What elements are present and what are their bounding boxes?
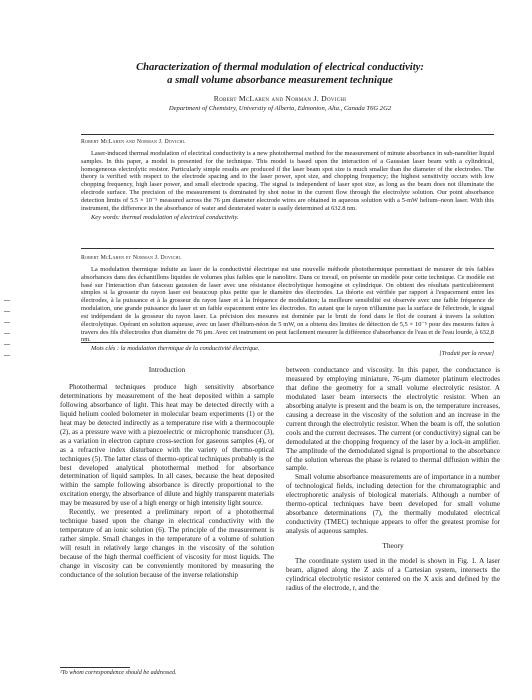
authors: Robert McLaren and Norman J. Dovichi [213, 94, 347, 103]
abstract-english [81, 139, 494, 221]
intro-paragraph-2: Recently, we presented a preliminary report of a photothermal technique based upon the change in electrical conductivity with the temperature of an ionic solution (6). The principle of the measurement is rather simple. Small changes in the temperature of a volume of solution will result in relatively large changes in the viscosity of the solution because of the high thermal coefficient of viscosity for most liquids. The change in viscosity can be conveniently monitored by measuring the conductance of the solution because of the inverse relationship [60, 508, 274, 579]
intro-paragraph-4: Small volume absorbance measurements are of importance in a number of technological fields, including detection for the chromatographic and electrophoretic analysis of biological materials. Although a number of thermo-optical techniques have been developed for small volume absorbance determinations (7), the thermally modulated electrical conductivity (TMEC) technique appears to offer the greatest promise for analysis of aqueous samples. [286, 473, 500, 536]
column-left [60, 366, 274, 580]
abstract-fr-keywords: Mots clés : la modulation thermique de la conductivité électrique. [91, 345, 260, 353]
column-right [286, 366, 500, 593]
footnote-rule [60, 667, 130, 668]
section-heading-introduction: Introduction [148, 365, 186, 374]
intro-paragraph-3: between conductance and viscosity. In this paper, the conductance is measured by employing miniature, 76-µm diameter platinum electrodes that define the geometry for a small volume electrolytic resistor. A modulated laser beam intersects the electrolytic resistor. When an absorbing analyte is present and the beam is on, the temperature increases, causing a decrease in the viscosity of the solution and an increase in the current through the electrolytic resistor. When the beam is off, the solution cools and the current decreases. The current (or conductivity) signal can be demodulated at the chopping frequency of the laser by a lock-in amplifier. The amplitude of the demodulated signal is proportional to the absorbance of the solution whereas the phase is related to thermal diffusion within the sample. [286, 366, 500, 473]
title-line-2: a small volume absorbance measurement technique [167, 74, 393, 86]
abstract-en-keywords: Key words: thermal modulation of electrical conductivity. [91, 213, 239, 221]
affiliation: Department of Chemistry, University of Alberta, Edmonton, Alta., Canada T6G 2G2 [168, 105, 392, 112]
footnote: ¹To whom correspondence should be addressed. [60, 670, 177, 676]
abstract-fr-body: La modulation thermique induite au laser de la conductivité électrique est une nouvelle méthode photothermique permettant de mesurer de très faibles absorbances dans des échantillons liquides de volumes plus faibles que le nanolitre. Dans ce travail, on présente un modèle pour cette technique. Ce modèle est basé sur l'interaction d'un faisceau gaussien de laser avec une résistance électrolytique homogène et cylindrique. On obtient des résultats particulièrement simples si la grosseur du rayon laser est beaucoup plus petite que le diamètre des électrodes. La théorie est vérifiée par rapport à l'espacement entre les électrodes, à la puissance et à la grosseur du rayon laser et à la fréquence de modulation; la meilleure sensibilité est observée avec une faible fréquence de modulation, une grande puissance du laser et un faible espacement entre les électrodes. En autant que le rayon n'illumine pas la surface de l'électrode, le signal est indépendant de la grosseur du rayon laser. La précision des mesures est dominée par le bruit de fond dans le flot de courant à travers la solution électrolytique. Opérant en solution aqueuse, avec un laser d'hélium-néon de 5 mW, on a obtenu des limites de détection de 5,5 × 10⁻⁵ pour des mesures faites à travers des fils d'électrodes d'un diamètre de 76 µm. Avec cet instrument on peut facilement mesurer la différence d'absorbance de l'eau et de l'eau lourde, à 632,8 nm. [81, 265, 494, 344]
divider-rule [81, 248, 494, 249]
margin-marks [4, 300, 14, 420]
section-heading-theory: Theory [382, 541, 404, 551]
theory-paragraph-1: The coordinate system used in the model is shown in Fig. 1. A laser beam, aligned along the Z axis of a Cartesian system, intersects the cylindrical electrolytic resistor centered on the X axis and defined by the radius of the electrode, r, and the [286, 557, 500, 592]
title-line-1: Characterization of thermal modulation of electrical conductivity: [136, 62, 424, 73]
translation-note: [Traduit par la revue] [439, 350, 494, 357]
divider-rule [81, 134, 494, 135]
paper-title [90, 62, 470, 87]
abstract-french [81, 255, 494, 353]
abstract-en-body: Laser-induced thermal modulation of electrical conductivity is a new photothermal method for the measurement of minute absorbance in sub-nanoliter liquid samples. In this paper, a model is presented for the technique. This model is based upon the interaction of a Gaussian laser beam with a cylindrical, homogeneous electrolytic resistor. Particularly simple results are produced if the laser beam spot size is much smaller than the diameter of the electrodes. The theory is verified with respect to the electrode spacing and to the laser power, spot size, and chopping frequency; the highest sensitivity occurs with low chopping frequency, high laser power, and small electrode spacing. The signal is independent of laser spot size, as long as the beam does not illuminate the electrode surface. The precision of the measurement is dominated by shot noise in the current flow through the electrolyte solution. Our point absorbance detection limits of 5.5 × 10⁻⁵ measured across the 76 µm diameter electrode wires are obtained in aqueous solution with a 5-mW helium–neon laser. With this instrument, the difference in the absorbance of water and deuterated water is easily determined at 632.8 nm. [81, 149, 494, 212]
abstract-en-head: Robert McLaren and Norman J. Dovichi. [81, 139, 186, 145]
divider-rule [81, 342, 494, 343]
title-block [90, 62, 470, 113]
abstract-fr-head: Robert McLaren et Norman J. Dovichi. [81, 255, 182, 261]
intro-paragraph-1: Photothermal techniques produce high sensitivity absorbance determinations by measurement of the heat deposited within a sample following absorbance of light. This heat may be detected directly with a liquid helium cooled bolometer in molecular beam experiments (1) or the heat may be detected indirectly as a temperature rise with a thermocouple (2), as a pressure wave with a piezoelectric or microphonic transducer (3), as a variation in electron capture cross-section for gaseous samples (4), or as a refractive index disturbance with the variety of thermo-optical techniques (5). The latter class of thermo-optical techniques probably is the best developed analytical photothermal method for absorbance determination of liquid samples. In all cases, because the heat deposited within the sample following absorbance is directly proportional to the excitation energy, the absorbance of dilute and highly transparent materials may be measured by use of a high energy or high intensity light source. [60, 382, 274, 508]
